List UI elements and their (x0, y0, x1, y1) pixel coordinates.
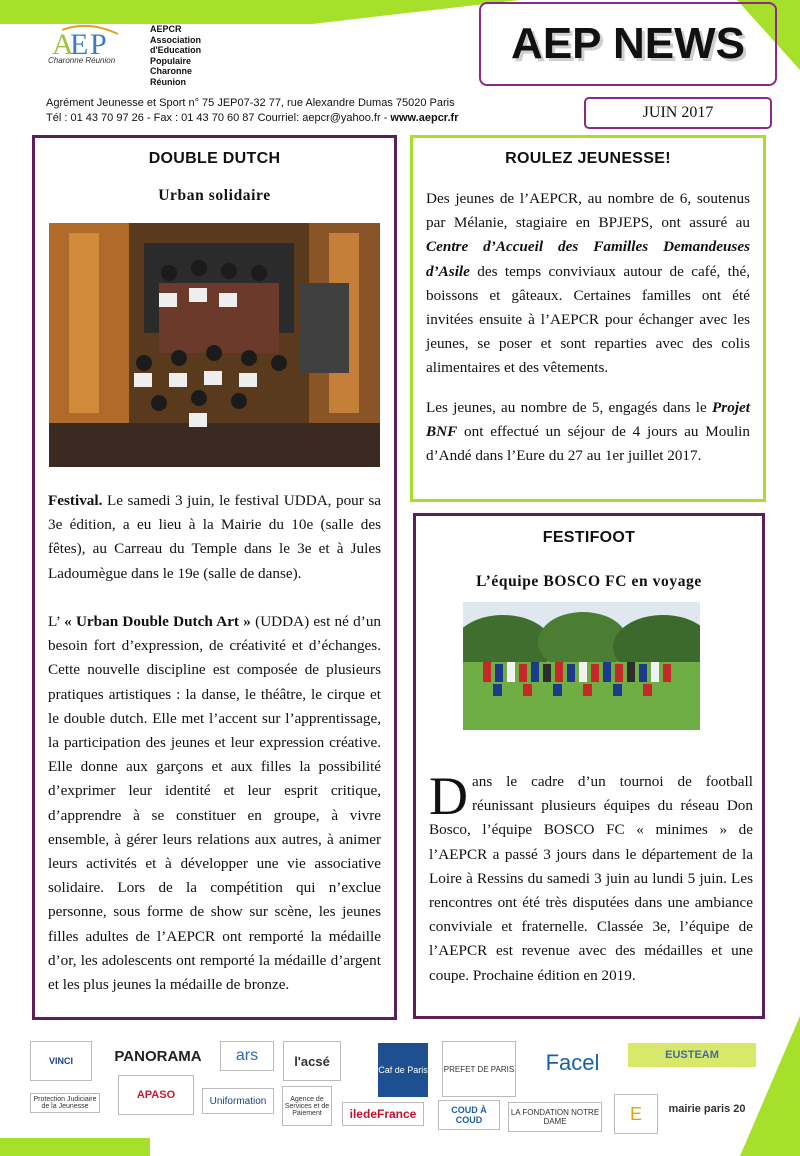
issue-date: JUIN 2017 (584, 97, 772, 129)
partner-logo-acse: l'acsé (283, 1041, 341, 1081)
udda-paragraph: L’ « Urban Double Dutch Art » (UDDA) est né d’un besoin fort d’expression, de créativité et d’échanges. Cette nouvelle discipline est composée de plusieurs pratiques artistiques : la danse, le théâtre, le cirque et le double dutch. Elle met l’accent sur l’apprentissage, la participation des jeunes et leur expression créative. Elle donne aux garçons et aux filles la possibilité d’exprimer leur identité et leur esprit critique, d’apprendre à se constituer en groupe, à vivre ensemble, à gérer leurs relations aux autres, à animer leurs activités et à développer une vie associative solidaire. Lors de la compétition qui n’exclue personne, sous forme de show sur scène, les jeunes filles adultes de l’AEPCR ont remporté la médaille d’or, les adolescents ont remporté la médaille d’argent et les plus jeunes la médaille de bronze. (48, 613, 382, 994)
double-dutch-group-photo (49, 223, 380, 467)
partner-logo-prefet-paris: PREFET DE PARIS (442, 1041, 516, 1097)
svg-text:P: P (90, 28, 107, 61)
article-title: ROULEZ JEUNESSE! (505, 150, 671, 167)
newsletter-title-box (479, 2, 777, 86)
partner-logo-panorama: PANORAMA (108, 1041, 208, 1071)
svg-text:E: E (70, 28, 89, 61)
double-dutch-article (32, 135, 397, 1020)
contact-phone-line: Tél : 01 43 70 97 26 - Fax : 01 43 70 60 87 Courriel: aepcr@yahoo.fr - www.aepcr.fr (46, 112, 459, 124)
website-link[interactable]: www.aepcr.fr (390, 112, 459, 124)
partner-logo-facel: Facel (525, 1041, 620, 1085)
article-subtitle: L’équipe BOSCO FC en voyage (476, 573, 702, 590)
partner-logo-uniformation: Uniformation (202, 1088, 274, 1114)
partner-logo-pjj: Protection Judiciaire de la Jeunesse (30, 1093, 100, 1113)
decorative-band-bottom-left (0, 1138, 150, 1156)
partner-logo-caf: Caf de Paris (378, 1043, 428, 1097)
partner-logo-ars: ars (220, 1041, 274, 1071)
roulez-paragraph-2: Les jeunes, au nombre de 5, engagés dans le Projet BNF ont effectué un séjour de 4 jours au Moulin d’Andé dans l’Eure du 27 au 1er juillet 2017. (426, 399, 750, 465)
festifoot-article (413, 513, 765, 1019)
festival-paragraph: Festival. Le samedi 3 juin, le festival UDDA, pour sa 3e édition, a eu lieu à la Mairie du 10e (salle des fêtes), au Carreau du Temple dans le 3e et à Jules Ladoumègue dans le 19e (salle de danse). (48, 492, 381, 582)
partner-logo-mairie-paris-20: mairie paris 20 (662, 1094, 752, 1124)
festifoot-paragraph: Dans le cadre d’un tournoi de football réunissant plusieurs équipes du réseau Don Bosco, l’équipe BOSCO FC « minimes » de l’AEPCR a passé 3 jours dans le département de la Loire à Ressins du samedi 3 juin au lundi 5 juin. Les rencontres ont été très disputées dans une ambiance conviviale et fraternelle. Classée 3e, l’équipe de l’AEPCR est revenue avec des médailles et une coupe. Prochaine édition en 2019. (429, 766, 753, 984)
partner-logo-eusteam: EUSTEAM (628, 1043, 756, 1067)
contact-address: Agrément Jeunesse et Sport n° 75 JEP07-32 77, rue Alexandre Dumas 75020 Paris (46, 97, 455, 109)
article-subtitle: Urban solidaire (158, 187, 271, 204)
partner-logo-education-nationale: E (614, 1094, 658, 1134)
partner-logo-coud-a-coud: COUD À COUD (438, 1100, 500, 1130)
decorative-band-top-left (0, 0, 520, 24)
football-team-photo (463, 602, 700, 730)
partner-logo-iledefrance: iledeFrance (342, 1102, 424, 1126)
article-title: DOUBLE DUTCH (148, 150, 281, 167)
logo-caption: Charonne Réunion (48, 56, 116, 65)
drop-cap: D (429, 766, 468, 826)
article-title: FESTIFOOT (542, 529, 636, 546)
decorative-band-bottom-right (740, 1016, 800, 1156)
partner-logo-vinci: VINCI (30, 1041, 92, 1081)
partner-logo-asp: Agence de Services et de Paiement (282, 1086, 332, 1126)
roulez-jeunesse-article (410, 135, 766, 502)
org-name-block: AEPCR Association d'Education Populaire Charonne Réunion (150, 24, 202, 87)
partner-logo-apaso: APASO (118, 1075, 194, 1115)
partner-logo-fondation-notre-dame: LA FONDATION NOTRE DAME (508, 1102, 602, 1132)
roulez-paragraph-1: Des jeunes de l’AEPCR, au nombre de 6, soutenus par Mélanie, stagiaire en BPJEPS, ont assuré au Centre d’Accueil des Familles Demandeuses d’Asile des temps conviviaux autour de café, thé, boissons et gâteaux. Certaines familles ont été invitées ensuite à l’AEPCR pour échanger avec les jeunes, se poser et sont reparties avec des colis alimentaires et des vêtements. (426, 190, 750, 377)
svg-text:A: A (52, 28, 74, 61)
newsletter-title: AEP NEWS (511, 19, 745, 68)
